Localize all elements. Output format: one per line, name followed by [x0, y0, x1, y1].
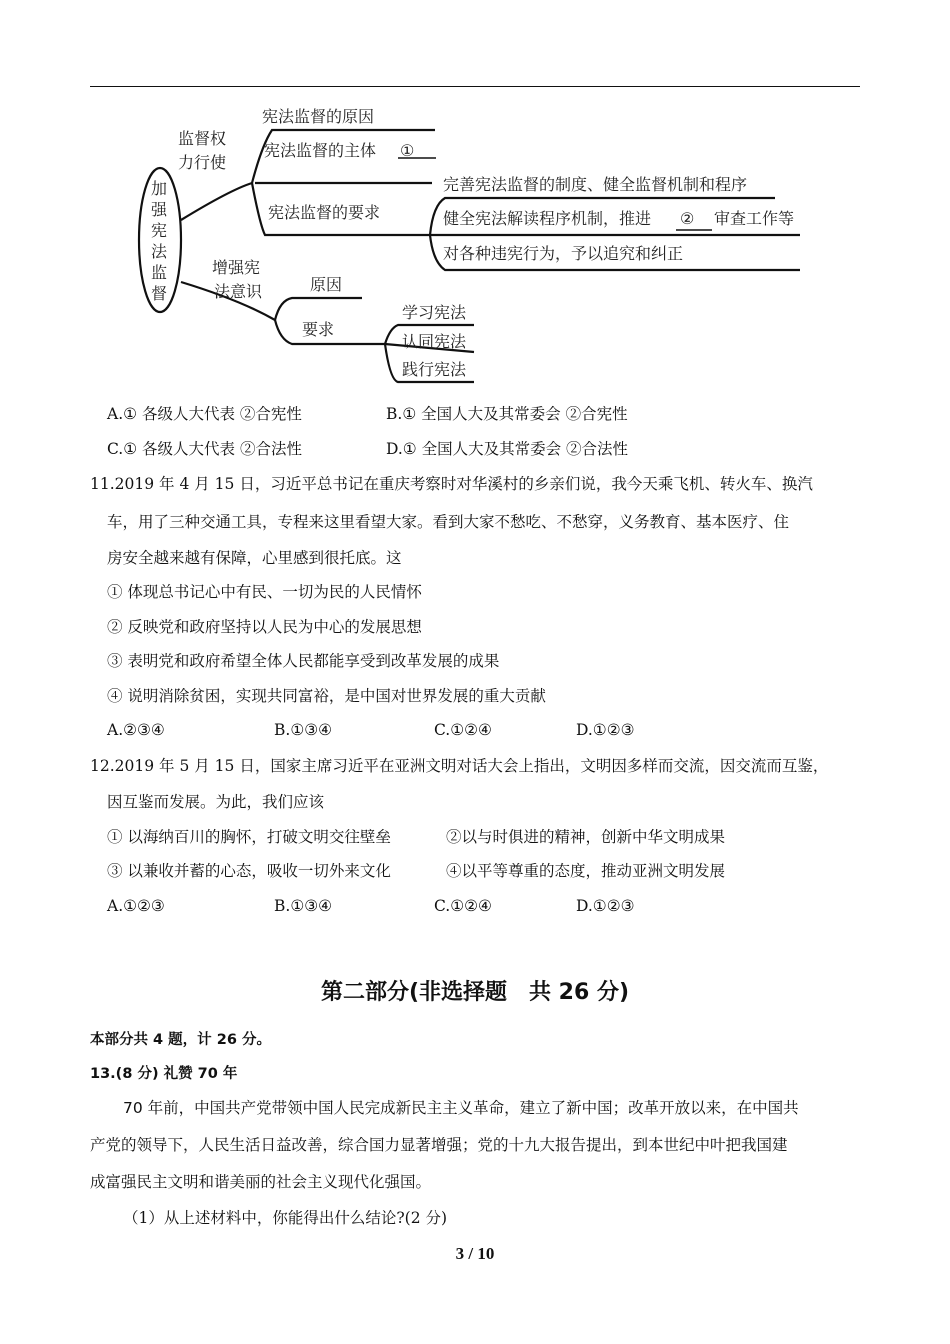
- q12-statement-2: ②以与时俱进的精神，创新中华文明成果: [446, 828, 726, 846]
- d1-label: 学习宪法: [402, 303, 467, 322]
- q13-subquestion-1: （1）从上述材料中，你能得出什么结论?(2 分): [123, 1209, 448, 1227]
- d2-label: 认同宪法: [402, 332, 467, 351]
- q13-para-line3: 成富强民主文明和谐美丽的社会主义现代化强国。: [90, 1173, 432, 1191]
- q12-option-a: A.①②③: [107, 897, 165, 915]
- q10-option-c: C.① 各级人大代表 ②合法性: [107, 440, 302, 458]
- q13-para-line2: 产党的领导下，人民生活日益改善，综合国力显著增强；党的十九大报告提出，到本世纪中叶把我国建: [90, 1136, 788, 1154]
- q11-statement-1: ① 体现总书记心中有民、一切为民的人民情怀: [107, 583, 422, 601]
- branch1-connector: [181, 183, 252, 220]
- reason-label: 宪法监督的原因: [262, 107, 375, 126]
- center-c6: 督: [151, 284, 168, 303]
- center-c4: 法: [151, 242, 168, 261]
- part2-title: 第二部分(非选择题 共 26 分): [320, 980, 630, 1005]
- blank1: ①: [400, 141, 415, 160]
- q11-statement-4: ④ 说明消除贫困，实现共同富裕，是中国对世界发展的重大贡献: [107, 687, 546, 705]
- q11-option-b: B.①③④: [274, 721, 333, 739]
- part2-intro: 本部分共 4 题，计 26 分。: [90, 1032, 271, 1048]
- center-c3: 宪: [151, 221, 168, 240]
- requirement-label: 宪法监督的要求: [268, 203, 381, 222]
- q11-statement-3: ③ 表明党和政府希望全体人民都能享受到改革发展的成果: [107, 652, 500, 670]
- page-number: 3 / 10: [455, 1244, 495, 1263]
- q12-statement-3: ③ 以兼收并蓄的心态，吸收一切外来文化: [107, 862, 391, 880]
- q10-option-d: D.① 全国人大及其常委会 ②合法性: [386, 440, 629, 458]
- q10-option-a: A.① 各级人大代表 ②合宪性: [107, 405, 302, 423]
- mind-map-diagram: [0, 0, 950, 400]
- q10-option-b: B.① 全国人大及其常委会 ②合宪性: [386, 405, 628, 423]
- req2-post: 审查工作等: [714, 209, 795, 228]
- q11-option-a: A.②③④: [107, 721, 165, 739]
- q12-option-c: C.①②④: [434, 897, 492, 915]
- q11-option-c: C.①②④: [434, 721, 492, 739]
- q11-statement-2: ② 反映党和政府坚持以人民为中心的发展思想: [107, 618, 422, 636]
- q12-option-d: D.①②③: [576, 897, 635, 915]
- subject-label: 宪法监督的主体: [264, 141, 377, 160]
- center-c1: 加: [151, 179, 168, 198]
- q13-heading: 13.(8 分) 礼赞 70 年: [90, 1066, 238, 1082]
- branch1-label-b: 力行使: [178, 153, 227, 172]
- d3-label: 践行宪法: [402, 360, 467, 379]
- q12-option-b: B.①③④: [274, 897, 333, 915]
- q11-line1: 11.2019 年 4 月 15 日，习近平总书记在重庆考察时对华溪村的乡亲们说，我今天乘飞机、转火车、换汽: [90, 475, 813, 493]
- q12-line1: 12.2019 年 5 月 15 日，国家主席习近平在亚洲文明对话大会上指出，文明因多样而交流，因交流而互鉴，: [90, 757, 829, 775]
- q12-statement-4: ④以平等尊重的态度，推动亚洲文明发展: [446, 862, 726, 880]
- q12-line2: 因互鉴而发展。为此，我们应该: [107, 793, 325, 811]
- q12-statement-1: ① 以海纳百川的胸怀，打破文明交往壁垒: [107, 828, 391, 846]
- branch1-label-a: 监督权: [178, 129, 227, 148]
- q11-line3: 房安全越来越有保障，心里感到很托底。这: [107, 549, 402, 567]
- demand-label: 要求: [302, 320, 335, 339]
- req1-label: 完善宪法监督的制度、健全监督机制和程序: [443, 175, 748, 194]
- req2-pre: 健全宪法解读程序机制，推进: [443, 209, 652, 228]
- req3-label: 对各种违宪行为，予以追究和纠正: [443, 244, 684, 263]
- q13-para-line1: 70 年前，中国共产党带领中国人民完成新民主主义革命，建立了新中国；改革开放以来，在中国共: [123, 1099, 799, 1117]
- q11-line2: 车，用了三种交通工具，专程来这里看望大家。看到大家不愁吃、不愁穿，义务教育、基本医疗、住: [107, 513, 790, 531]
- q11-option-d: D.①②③: [576, 721, 635, 739]
- why-label: 原因: [310, 275, 343, 294]
- branch2-label-b: 法意识: [214, 282, 263, 301]
- center-c2: 强: [151, 200, 168, 219]
- branch2-label-a: 增强宪: [212, 258, 261, 277]
- center-c5: 监: [151, 263, 168, 282]
- blank2: ②: [680, 209, 695, 228]
- why-underline: [275, 298, 362, 320]
